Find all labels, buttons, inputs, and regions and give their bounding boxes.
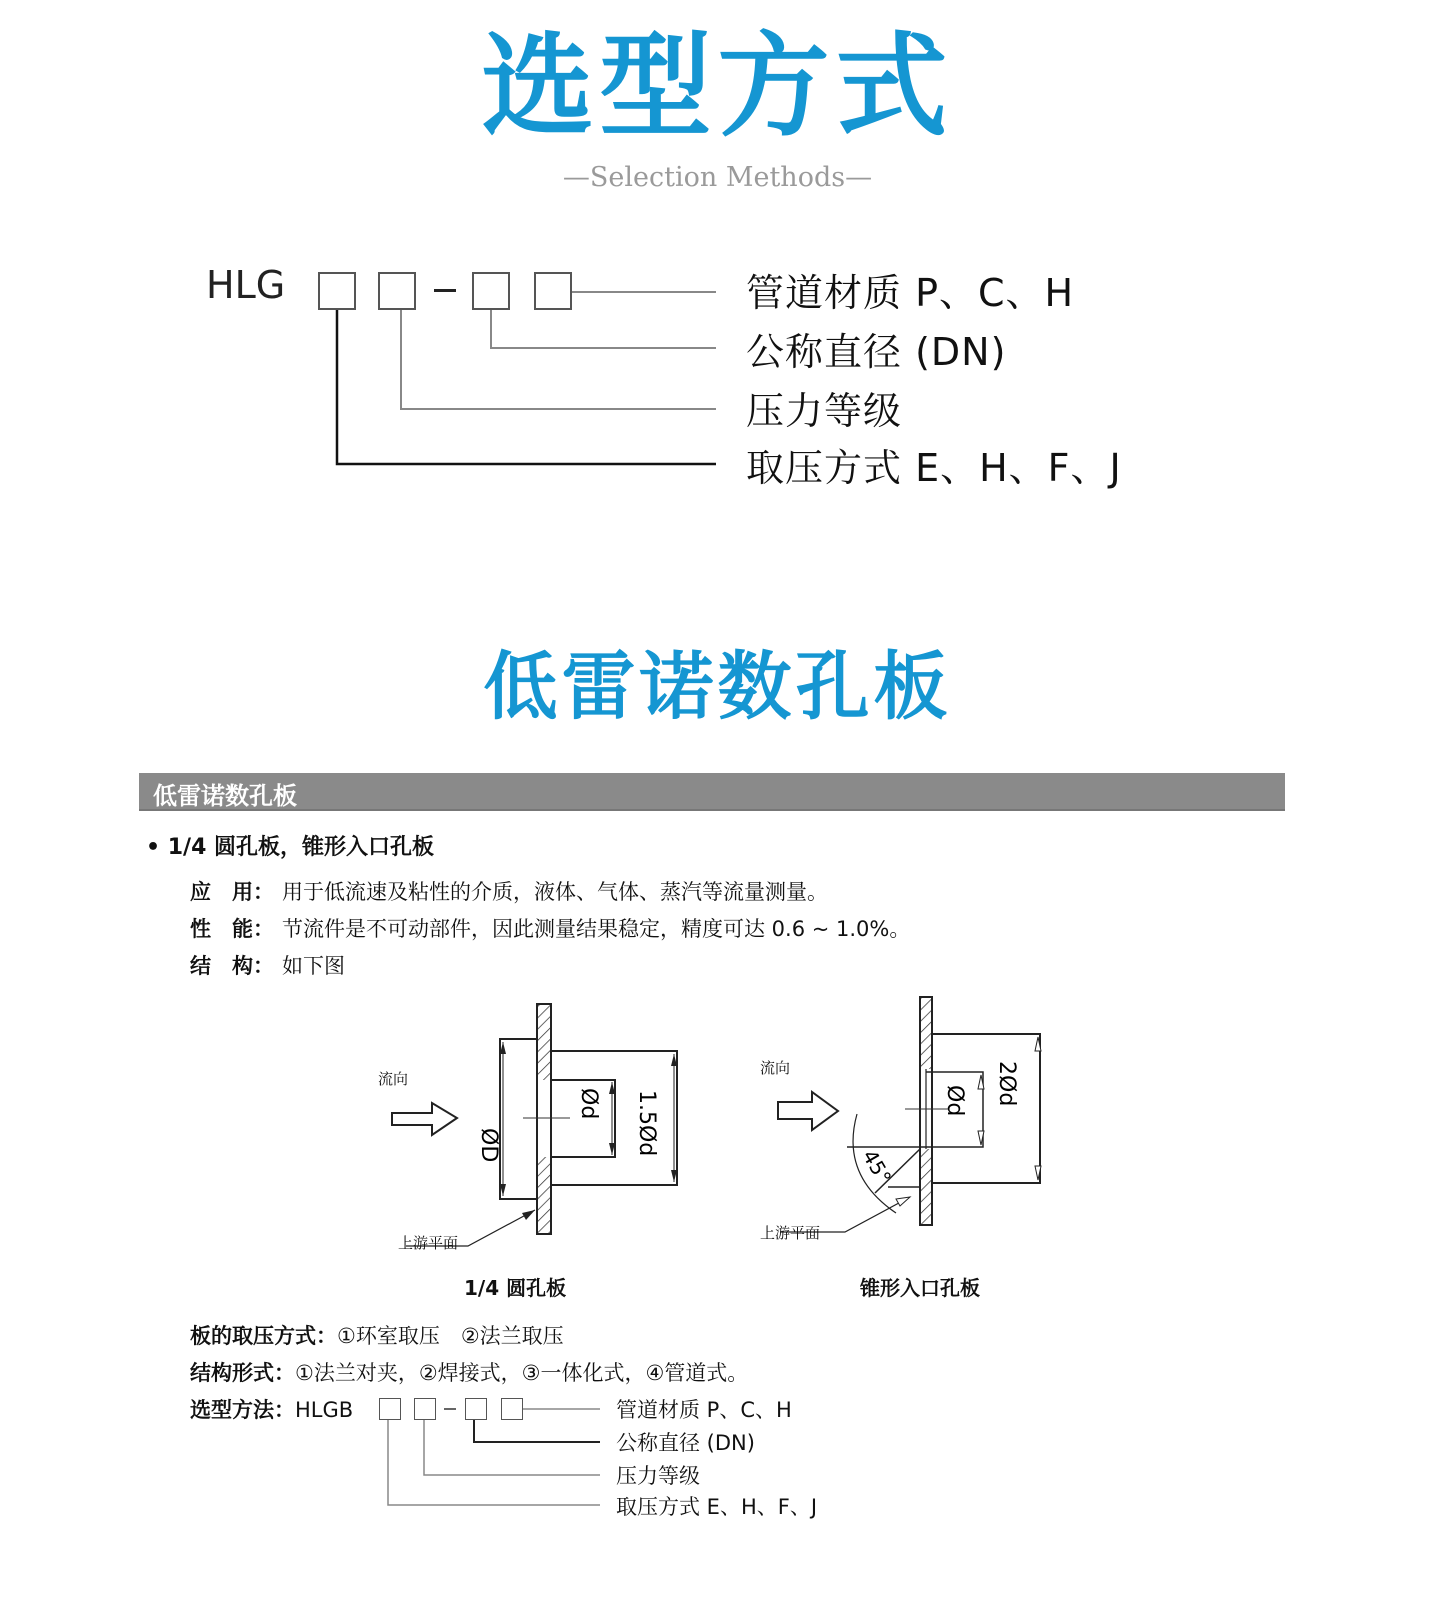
label-tap-method: 取压方式 E、H、F、J bbox=[616, 1495, 818, 1519]
spec-key: 选型方法： bbox=[190, 1398, 295, 1422]
upstream-plane-label: 上游平面 bbox=[398, 1234, 459, 1252]
prop-key: 结 构： bbox=[190, 954, 274, 978]
section-title: 低雷诺数孔板 bbox=[483, 644, 952, 730]
selection-prefix: HLGB bbox=[295, 1398, 354, 1422]
flow-direction-label: 流向 bbox=[378, 1070, 409, 1088]
dim-od: Ød bbox=[942, 1085, 967, 1117]
prop-value: 节流件是不可动部件，因此测量结果稳定，精度可达 0.6 ~ 1.0%。 bbox=[282, 917, 911, 941]
prop-key: 应 用： bbox=[190, 880, 274, 904]
prop-value: 用于低流速及粘性的介质，液体、气体、蒸汽等流量测量。 bbox=[282, 880, 828, 904]
upstream-plane-label: 上游平面 bbox=[760, 1224, 821, 1242]
prop-performance bbox=[190, 913, 910, 943]
page-subtitle: —Selection Methods— bbox=[562, 162, 873, 193]
label-pressure-grade: 压力等级 bbox=[746, 389, 903, 433]
prop-value: 如下图 bbox=[282, 954, 345, 978]
dim-OD: ØD bbox=[476, 1128, 501, 1163]
prop-key: 性 能： bbox=[190, 917, 274, 941]
dim-1-5od: 1.5Ød bbox=[634, 1090, 659, 1157]
page-title: 选型方式 bbox=[481, 22, 954, 152]
spec-key: 结构形式： bbox=[190, 1361, 295, 1385]
spec-key: 板的取压方式： bbox=[190, 1324, 337, 1348]
quarter-circle-drawing bbox=[370, 970, 690, 1270]
pressure-tap-methods bbox=[190, 1320, 564, 1350]
label-pressure-grade: 压力等级 bbox=[616, 1464, 700, 1488]
label-nominal-diameter: 公称直径 (DN) bbox=[616, 1431, 755, 1455]
label-nominal-diameter: 公称直径 (DN) bbox=[746, 330, 1007, 374]
leader-lines bbox=[0, 0, 1435, 500]
label-pipe-material: 管道材质 P、C、H bbox=[746, 271, 1075, 315]
dim-od: Ød bbox=[576, 1088, 601, 1120]
figure-caption: 1/4 圆孔板 bbox=[464, 1276, 567, 1300]
prop-application bbox=[190, 876, 828, 906]
conical-entrance-drawing bbox=[750, 965, 1050, 1255]
section-bar-label: 低雷诺数孔板 bbox=[153, 782, 297, 810]
figure-caption: 锥形入口孔板 bbox=[860, 1276, 980, 1300]
spec-value: ①法兰对夹，②焊接式，③一体化式，④管道式。 bbox=[295, 1361, 749, 1385]
model-prefix: HLG bbox=[206, 263, 286, 307]
dim-45deg: 45° bbox=[857, 1145, 897, 1189]
label-pipe-material: 管道材质 P、C、H bbox=[616, 1398, 792, 1422]
dim-2od: 2Ød bbox=[994, 1061, 1019, 1107]
bullet-item: • 1/4 圆孔板，锥形入口孔板 bbox=[146, 835, 435, 860]
flow-direction-label: 流向 bbox=[760, 1059, 791, 1077]
spec-value: ①环室取压 ②法兰取压 bbox=[337, 1324, 564, 1348]
section-bar bbox=[139, 773, 1285, 811]
prop-structure bbox=[190, 950, 345, 980]
label-tap-method: 取压方式 E、H、F、J bbox=[746, 446, 1122, 490]
